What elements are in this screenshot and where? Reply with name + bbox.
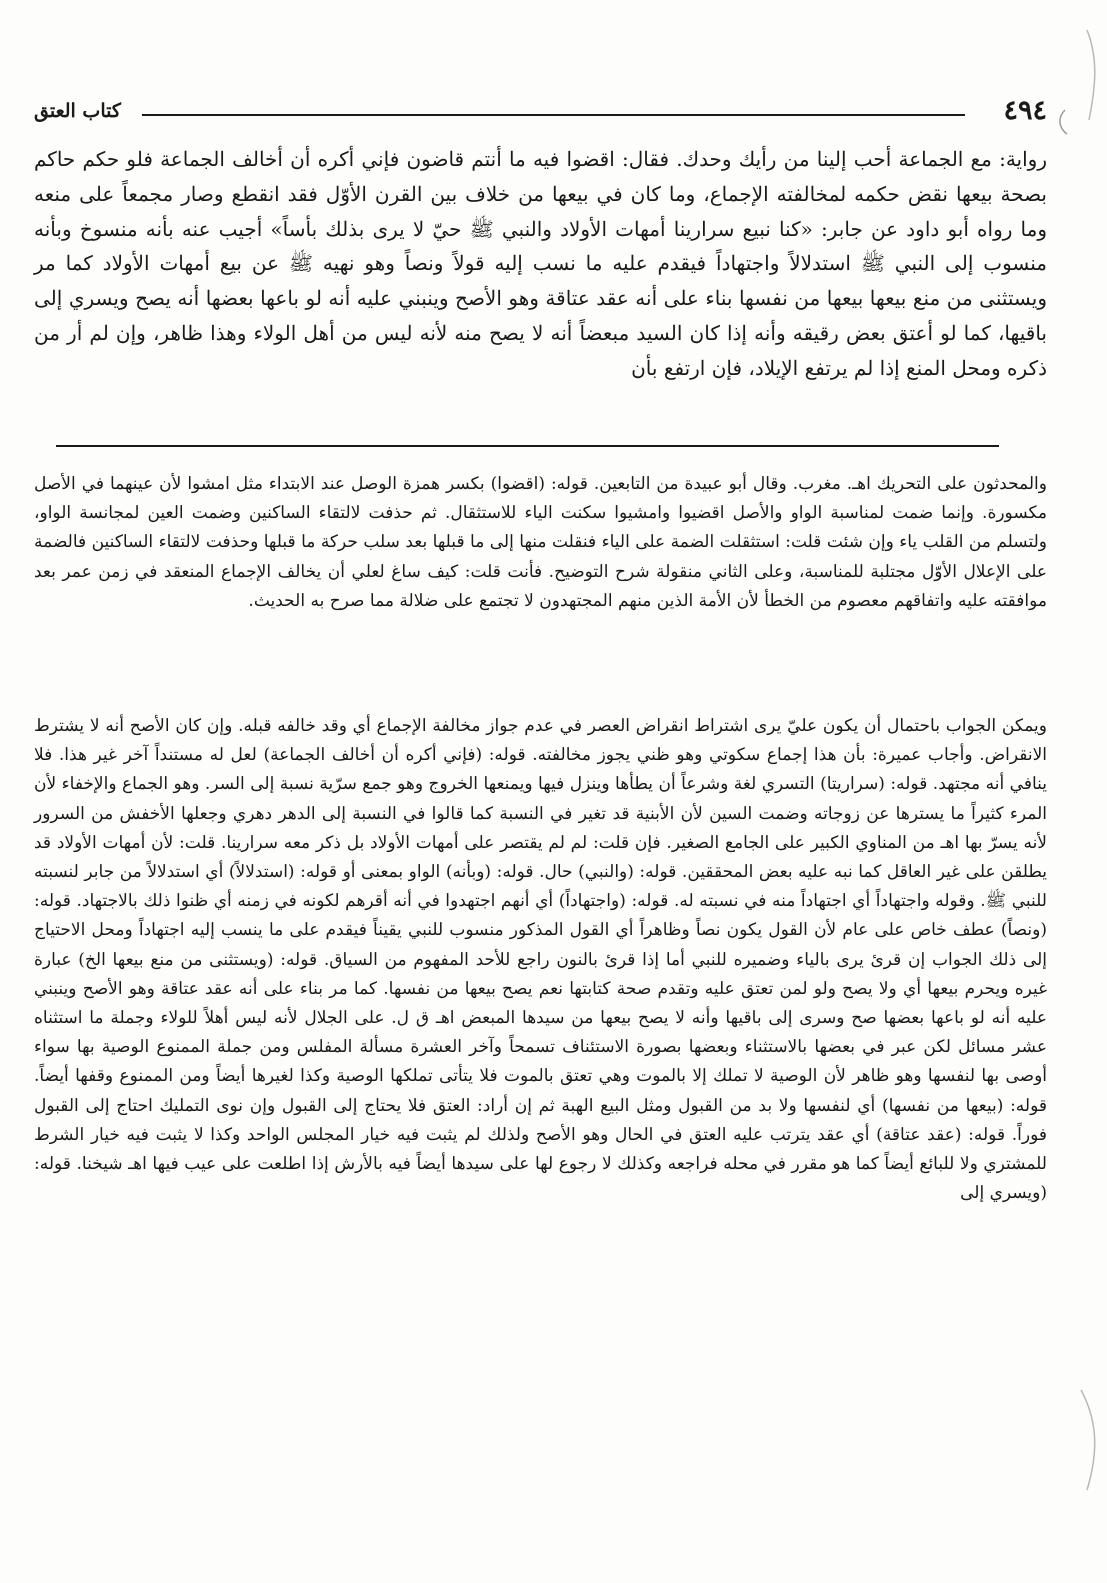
running-title: كتاب العتق <box>34 100 121 122</box>
section-divider <box>56 445 999 447</box>
commentary-paragraph: ويمكن الجواب باحتمال أن يكون عليّ يرى اشتراط انقراض العصر في عدم جواز مخالفة الإجماع أي وقد خالفه قبله. وإن كان الأصح أنه لا يشترط الانقراض. وأجاب عميرة: بأن هذا إجماع سكوتي وهو ظني يجوز مخالفته. قوله: (فإني أكره أن أخالف الجماعة) لعل له مستنداً آخر غير هذا. فلا ينافي أنه مجتهد. قوله: (سراريتا) التسري لغة وشرعاً أن يطأها وينزل فيها ويمنعها الخروج وهو جمع سرّية نسبة إلى السر. وهو الجماع والإخفاء لأن المرء كثيراً ما يسترها عن زوجاته وضمت السين لأن الأبنية قد تغير في النسبة كما قالوا في النسبة إلى الدهر دهري وجعلها الأخفش من السرور لأنه يسرّ بها اهـ من المناوي الكبير على الجامع الصغير. فإن قلت: لم لم يقتصر على أمهات الأولاد بل ذكر معه سرارينا. قلت: لأن أمهات الأولاد قد يطلقن على غير العاقل كما نبه عليه بعض المحققين. قوله: (والنبي) حال. قوله: (وبأنه) الواو بمعنى أو قوله: (استدلالاً) أي استدلالاً من جابر لنسبته للنبي ﷺ. وقوله واجتهاداً أي اجتهاداً منه في نسبته له. قوله: (واجتهاداً) أي أنهم اجتهدوا في أنه أقرهم لكونه في زمنه أي ظنوا ذلك بالاجتهاد. قوله: (ونصاً) عطف خاص على عام لأن القول يكون نصاً وظاهراً أي القول المذكور منسوب للنبي يقيناً فيقدم على ما ينسب إليه اجتهاداً ومحل الاحتياج إلى ذلك الجواب إن قرئ يرى بالياء وضميره للنبي أما إذا قرئ بالنون راجع للأحد المفهوم من السياق. قوله: (ويستثنى من منع بيعها الخ) عبارة غيره ويحرم بيعها أي ولا يصح ولو لمن تعتق عليه وتقدم صحة كتابتها نعم يصح بيعها من نفسها. كما مر بناء على أنه عقد عتاقة وهو الأصح وينبني عليه أنه لو باعها بعضها صح وسرى إلى باقيها وأنه لا يصح بيعها من سيدها المبعض اهـ ق ل. على الجلال لأنه ليس أهلاً للولاء وجملة ما استثناه عشر مسائل لكن عبر في بعضها بالاستثناء وبعضها بصورة الاستئناف تسمحاً وآخر العشرة مسألة المفلس ومن جملة الممنوع الوصية بها سواء أوصى بها لنفسها وهو ظاهر لأن الوصية لا تملك إلا بالموت وهي تعتق بالموت فلا يتأتى تملكها الوصية وكذا لغيرها أيضاً ومن الممنوع وقفها أيضاً. قوله: (بيعها من نفسها) أي لنفسها ولا بد من القبول ومثل البيع الهبة ثم إن أراد: العتق فلا يحتاج إلى القبول وإن نوى التمليك احتاج إلى القبول فوراً. قوله: (عقد عتاقة) أي عقد يترتب عليه العتق في الحال وهو الأصح ولذلك لم يثبت فيه خيار المجلس الواحد وكذا لا يثبت فيه خيار الشرط للمشتري ولا للبائع أيضاً كما هو مقرر في محله فراجعه وكذلك لا رجوع لها على سيدها أيضاً فيه بالأرش إذا اطلعت على عيب فيها اهـ شيخنا. قوله: (ويسري إلى <box>34 716 1047 1204</box>
commentary-paragraph: والمحدثون على التحريك اهـ. مغرب. وقال أبو عبيدة من التابعين. قوله: (اقضوا) بكسر همزة الوصل عند الابتداء مثل امشوا لأن عينهما في الأصل مكسورة. وإنما ضمت لمناسبة الواو والأصل اقضيوا وامشيوا سكنت الياء للاستثقال. ثم حذفت لالتقاء الساكنين وضمت العين لمجانسة الواو، ولتسلم من القلب ياء وإن شئت قلت: استثقلت الضمة على الياء فنقلت منها إلى ما قبلها بعد سلب حركة ما قبلها وحذفت لالتقاء الساكنين فالضمة على الإعلال الأوّل مجتلبة للمناسبة، وعلى الثاني منقولة شرح التوضيح. فأنت قلت: كيف ساغ لعلي أن يخالف الإجماع المنعقد في زمن عمر بعد موافقته عليه واتفاقهم معصوم من الخطأ لأن الأمة الذين منهم المجتهدون لا تجتمع على ضلالة مما صرح به الحديث. <box>34 474 1047 611</box>
commentary-section-2 <box>34 712 1047 1208</box>
page-edge-decoration <box>1047 0 1107 1583</box>
page-header <box>34 96 1047 130</box>
page-number: ٤٩٤ <box>1003 95 1047 126</box>
main-text: رواية: مع الجماعة أحب إلينا من رأيك وحدك. فقال: اقضوا فيه ما أنتم قاضون فإني أكره أن أخالف الجماعة فلو حكم حاكم بصحة بيعها نقض حكمه لمخالفته الإجماع، وما كان في بيعها من خلاف بين القرن الأوّل فقد انقطع وصار مجمعاً على منعه وما رواه أبو داود عن جابر: «كنا نبيع سرارينا أمهات الأولاد والنبي ﷺ حيّ لا يرى بذلك بأساً» أجيب عنه بأنه منسوخ وبأنه منسوب إلى النبي ﷺ استدلالاً واجتهاداً فيقدم عليه ما نسب إليه قولاً ونصاً وهو نهيه ﷺ عن بيع أمهات الأولاد كما مر ويستثنى من منع بيعها بيعها من نفسها بناء على أنه عقد عتاقة وهو الأصح وينبني عليه أنه لو باعها بعضها أنه يصح ويسري إلى باقيها، كما لو أعتق بعض رقيقه وأنه إذا كان السيد مبعضاً أنه لا يصح منه لأنه ليس من أهل الولاء وهذا ظاهر، وإن لم أر من ذكره ومحل المنع إذا لم يرتفع الإيلاد، فإن ارتفع بأن <box>34 147 1047 380</box>
header-rule <box>142 114 965 116</box>
commentary-section-1 <box>34 470 1047 616</box>
